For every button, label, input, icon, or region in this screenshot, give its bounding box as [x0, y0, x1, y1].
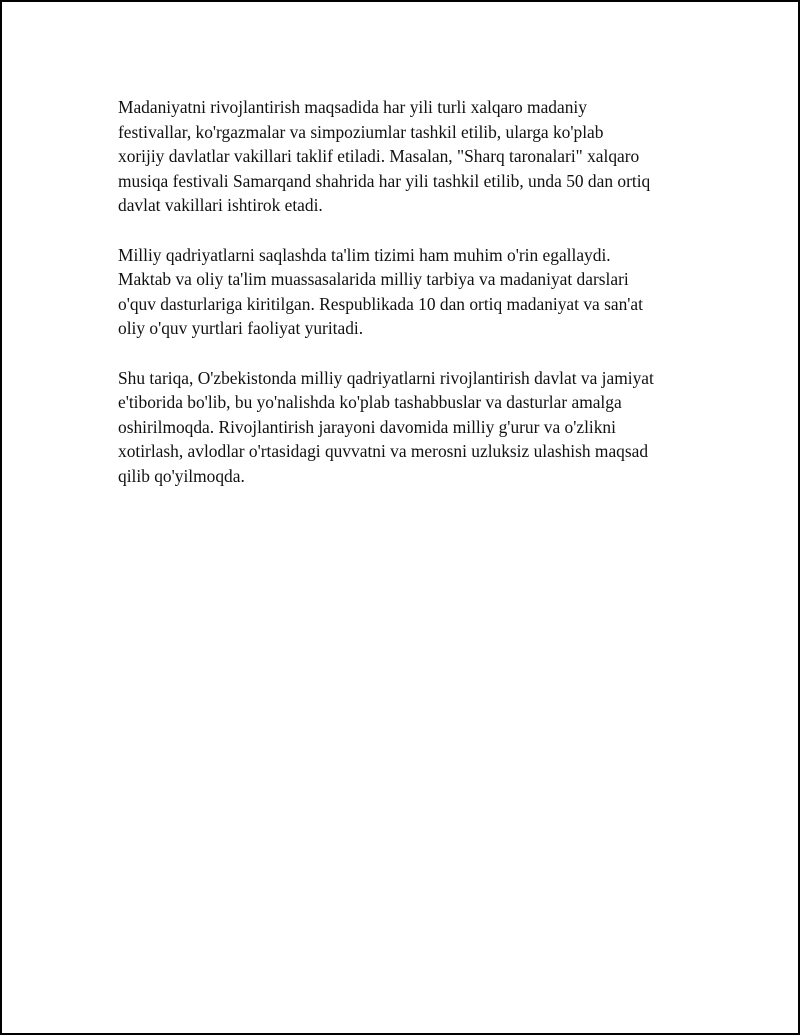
paragraph-conclusion — [118, 366, 698, 489]
paragraph-line: festivallar, ko'rgazmalar va simpoziumlar tashkil etilib, ularga ko'plab — [118, 121, 604, 142]
paragraph-festivals — [118, 95, 698, 218]
paragraph-education — [118, 243, 698, 341]
paragraph-line: Maktab va oliy ta'lim muassasalarida milliy tarbiya va madaniyat darslari — [118, 269, 629, 290]
paragraph-line: e'tiborida bo'lib, bu yo'nalishda ko'plab tashabbuslar va dasturlar amalga — [118, 392, 622, 413]
paragraph-line: oshirilmoqda. Rivojlantirish jarayoni davomida milliy g'urur va o'zlikni — [118, 416, 616, 437]
paragraph-line: musiqa festivali Samarqand shahrida har yili tashkil etilib, unda 50 dan ortiq — [118, 170, 651, 191]
paragraph-line: qilib qo'yilmoqda. — [118, 465, 245, 486]
paragraph-line: Madaniyatni rivojlantirish maqsadida har yili turli xalqaro madaniy — [118, 97, 587, 117]
paragraph-line: Milliy qadriyatlarni saqlashda ta'lim tizimi ham muhim o'rin egallaydi. — [118, 244, 611, 265]
paragraph-line: xorijiy davlatlar vakillari taklif etiladi. Masalan, "Sharq taronalari" xalqaro — [118, 146, 640, 167]
paragraph-line: oliy o'quv yurtlari faoliyat yuritadi. — [118, 318, 364, 339]
paragraph-line: xotirlash, avlodlar o'rtasidagi quvvatni va merosni uzluksiz ulashish maqsad — [118, 441, 649, 462]
document-body — [118, 95, 698, 489]
paragraph-line: Shu tariqa, O'zbekistonda milliy qadriyatlarni rivojlantirish davlat va jamiyat — [118, 367, 654, 388]
paragraph-line: o'quv dasturlariga kiritilgan. Respublikada 10 dan ortiq madaniyat va san'at — [118, 293, 643, 314]
paragraph-line: davlat vakillari ishtirok etadi. — [118, 195, 323, 216]
